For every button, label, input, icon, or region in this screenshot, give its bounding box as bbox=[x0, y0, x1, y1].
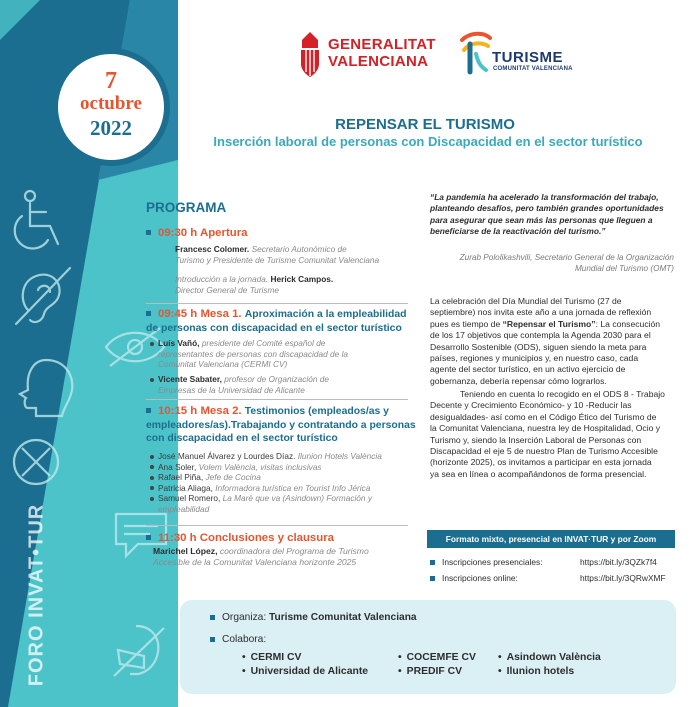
org-item: • Asindown València bbox=[498, 652, 601, 663]
organizers-box bbox=[180, 600, 676, 694]
online-link[interactable]: https://bit.ly/3QRwXMF bbox=[580, 573, 666, 583]
formato-banner: Formato mixto, presencial en INVAT·TUR y por Zoom bbox=[427, 530, 675, 548]
org-item: • Universidad de Alicante bbox=[242, 666, 369, 677]
foro-vertical-label: FORO INVAT•TUR bbox=[25, 503, 48, 687]
bullet-square-icon bbox=[430, 576, 435, 581]
bullet-square-icon bbox=[430, 560, 435, 565]
body-paragraph-1: La celebración del Día Mundial del Turismo (27 de septiembre) nos invita este año a una jornada de reflexión pues es tiempo de “Repensar el Turismo”: La consecución de los 17 objetivos que contempla la Agenda 2030 para el Desarrollo Sostenible (ODS), siguen siendo la meta para países, regiones y municipios y, en nuestro caso, cada agente del sector turístico, en un activo ejercicio de gobernanza, debería repensar cómo lograrlos. bbox=[430, 296, 661, 386]
turisme-logo bbox=[458, 28, 578, 78]
body-paragraph-2: Teniendo en cuenta lo recogido en el ODS 8 - Trabajo Decente y Crecimiento Económico- y 10 -Reducir las desigualdades- así como en el Código Ético del Turismo de la Comunitat Valenciana, nuestra ley de Hospitalidad, Ocio y Turismo y, siendo la Inserción Laboral de Personas con Discapacidad el eje 5 de nuestro Plan de Turismo Accesible (horizonte 2025), os invitamos a participar en esta jornada ya sea en línea o acompañándonos de forma presencial. bbox=[430, 389, 665, 479]
speaker-colomer: Francesc Colomer. Secretario Autonómico de Turismo y Presidente de Turisme Comunitat Valenciana bbox=[175, 244, 380, 265]
org-item: • PREDIF CV bbox=[398, 666, 463, 677]
bullet-square-icon bbox=[146, 311, 151, 316]
intro-campos: Introducción a la jornada. Herick Campos. Director General de Turisme bbox=[175, 274, 334, 295]
turisme-sub: COMUNITAT VALENCIANA bbox=[493, 66, 573, 72]
org-item: • Ilunion hotels bbox=[498, 666, 575, 677]
quote-block: “La pandemia ha acelerado la transformación del trabajo, planteando desafíos, pero también grandes oportunidades para asegurar que sean más las personas que lleguen a beneficiarse de la reactivación del turismo.” bbox=[430, 192, 664, 237]
mask-icon bbox=[104, 616, 174, 686]
page-title: REPENSAR EL TURISMO bbox=[335, 116, 515, 133]
gva-line1: GENERALITAT bbox=[328, 36, 436, 53]
quote-author: Zurab Pololikashvili, Secretario General de la Organización Mundial del Turismo (OMT) bbox=[459, 253, 674, 273]
divider bbox=[146, 399, 408, 400]
turisme-word: TURISME bbox=[492, 49, 563, 66]
session-mesa1: 09:45 h Mesa 1. Aproximación a la empleabilidad de personas con discapacidad en el sector turístico bbox=[146, 308, 407, 334]
org-item: • CERMI CV bbox=[242, 652, 302, 663]
session-mesa2: 10:15 h Mesa 2. Testimonios (empleados/as y empleadores/as).Trabajando y contratando a personas con discapacidad en el sector turístico bbox=[146, 405, 416, 444]
page-subtitle: Inserción laboral de personas con Discapacidad en el sector turístico bbox=[213, 134, 643, 149]
speakers-mesa2: José Manuel Álvarez y Lourdes Díaz. Ilunion Hotels València Ana Soler, Volem València, visitas inclusivas Rafael Piña, Jefe de Cocina Patricia Aliaga, Informadora turística en Tourist Info Jérica Samuel Romero, La Marè que va (Asindown) Formación y empleabilidad bbox=[150, 451, 420, 514]
bullet-square-icon bbox=[146, 535, 151, 540]
date-year: 2022 bbox=[90, 116, 132, 140]
deaf-icon bbox=[10, 262, 80, 332]
org-item: • COCEMFE CV bbox=[398, 652, 476, 663]
session-apertura: 09:30 h Apertura bbox=[146, 227, 247, 240]
turisme-mark-icon bbox=[458, 28, 492, 76]
generalitat-logo bbox=[298, 28, 438, 80]
bullet-square-icon bbox=[210, 637, 215, 642]
divider bbox=[146, 303, 408, 304]
speaker-sabater: Vicente Sabater, profesor de Organización de Empresas de la Universidad de Alicante bbox=[150, 374, 410, 395]
date-day: 7 bbox=[105, 68, 117, 94]
programa-heading: PROGRAMA bbox=[146, 200, 227, 215]
date-badge bbox=[52, 48, 170, 166]
generalitat-shield-icon bbox=[298, 30, 322, 78]
blind-icon bbox=[6, 432, 66, 492]
organiza-line: Organiza: Turisme Comunitat Valenciana bbox=[210, 612, 417, 623]
head-icon bbox=[6, 350, 86, 430]
speaker-lopez: Marichel López, coordinadora del Programa de Turismo Accesible de la Comunitat Valenciana horizonte 2025 bbox=[153, 546, 369, 567]
bullet-square-icon bbox=[210, 615, 215, 620]
session-clausura: 11:30 h Conclusiones y clausura bbox=[146, 532, 334, 545]
colabora-line: Colabora: bbox=[210, 634, 266, 645]
date-month: octubre bbox=[80, 93, 142, 114]
divider bbox=[146, 525, 408, 526]
presencial-link[interactable]: https://bit.ly/3QZk7f4 bbox=[580, 557, 657, 567]
bullet-square-icon bbox=[146, 408, 151, 413]
wheelchair-icon bbox=[8, 186, 68, 256]
speaker-vano: Luís Vañó, presidente del Comité español de representantes de personas con discapacidad de la Comunitat Valenciana (CERMI CV) bbox=[150, 338, 410, 370]
gva-line2: VALENCIANA bbox=[328, 53, 429, 70]
bullet-square-icon bbox=[146, 230, 151, 235]
